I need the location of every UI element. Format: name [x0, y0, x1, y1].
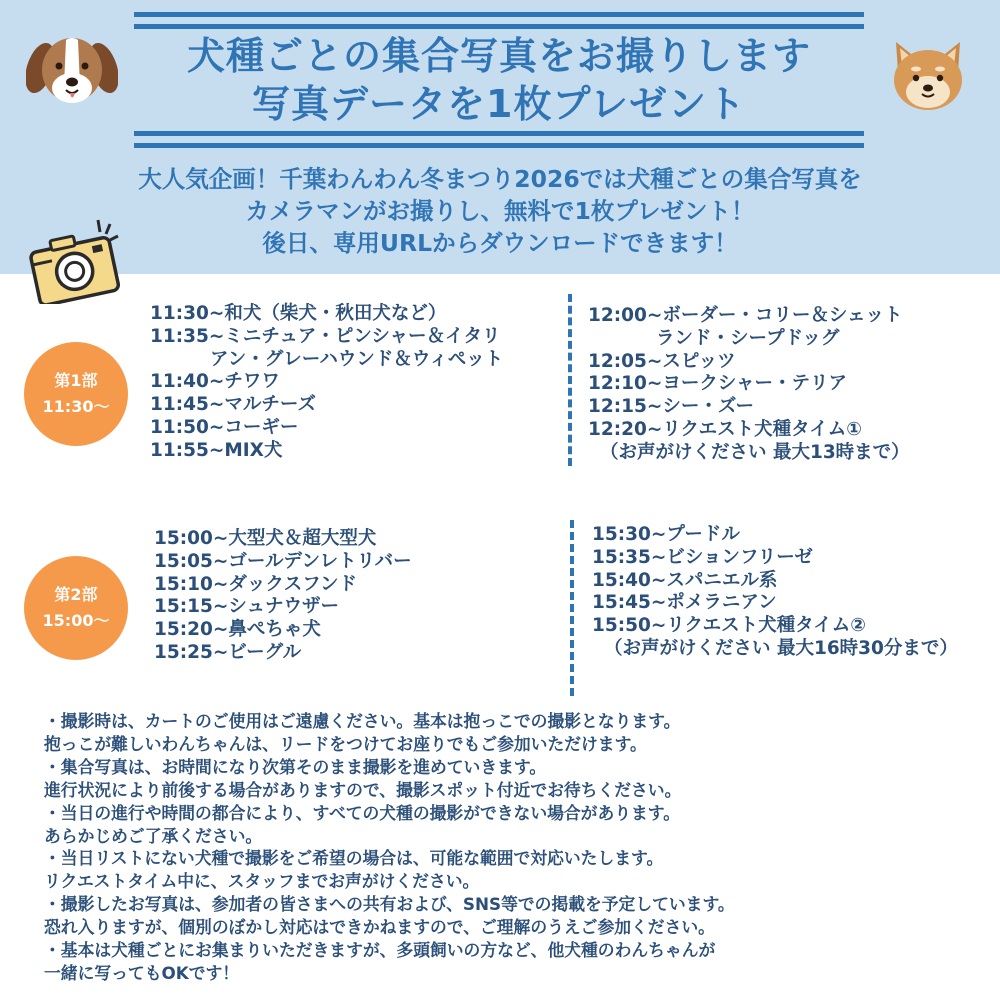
title-rule-top-2	[134, 24, 864, 29]
part1-column-divider	[568, 294, 572, 466]
schedule-row: 11:45~マルチーズ	[150, 394, 316, 416]
schedule-row: 15:20~鼻ぺちゃ犬	[154, 619, 321, 641]
intro-line-3: 後日、専用URLからダウンロードできます！	[262, 229, 738, 257]
schedule-row: 12:15~シー・ズー	[588, 396, 754, 418]
shiba-dog-icon	[886, 36, 970, 114]
schedule-row: 15:50~リクエスト犬種タイム②	[592, 615, 866, 637]
schedule-row: 11:50~コーギー	[150, 416, 299, 438]
schedule-row: 15:25~ビーグル	[154, 641, 302, 663]
note-line: 抱っこが難しいわんちゃんは、リードをつけてお座りでもご参加いただけます。	[44, 733, 647, 754]
part2-column-divider	[570, 520, 574, 696]
part1-badge-time: 11:30〜	[42, 397, 110, 416]
note-line: ・撮影時は、カートのご使用はご遠慮ください。基本は抱っこでの撮影となります。	[44, 711, 681, 731]
notes-section	[44, 710, 984, 985]
schedule-row: 11:40~チワワ	[150, 371, 280, 393]
note-line: ・当日リストにない犬種で撮影をご希望の場合は、可能な範囲で対応いたします。	[44, 848, 664, 869]
title-rule-top-1	[134, 12, 864, 17]
schedule-row: 11:35~ミニチュア・ピンシャー＆イタリ	[150, 325, 501, 347]
part2-right-schedule	[592, 524, 958, 661]
schedule-row: 15:30~プードル	[592, 524, 740, 545]
schedule-row: 15:05~ゴールデンレトリバー	[154, 550, 412, 572]
schedule-row: 12:20~リクエスト犬種タイム①	[588, 418, 862, 440]
schedule-row: 15:45~ポメラニアン	[592, 592, 777, 614]
schedule-row: 15:15~シュナウザー	[154, 596, 340, 618]
schedule-row: ランド・シープドッグ	[656, 327, 840, 349]
schedule-row: 15:10~ダックスフンド	[154, 573, 357, 595]
page-title-line-2: 写真データを1枚プレゼント	[252, 82, 746, 126]
part2-badge-name: 第2部	[54, 585, 98, 604]
part1-left-schedule	[150, 303, 503, 463]
schedule-row: 15:00~大型犬＆超大型犬	[154, 528, 377, 549]
part1-badge-name: 第1部	[54, 371, 98, 390]
part1-badge	[24, 342, 128, 446]
schedule-row: 15:35~ビションフリーゼ	[592, 546, 813, 568]
part2-badge-time: 15:00〜	[42, 611, 110, 630]
note-line: リクエストタイム中に、スタッフまでお声がけください。	[44, 871, 480, 892]
intro-line-2: カメラマンがお撮りし、無料で1枚プレゼント！	[245, 197, 755, 225]
schedule-row: 12:00~ボーダー・コリー＆シェット	[588, 305, 903, 326]
part1-right-schedule	[588, 305, 910, 465]
schedule-row: 15:40~スパニエル系	[592, 569, 778, 591]
note-line: ・当日の進行や時間の都合により、すべての犬種の撮影ができない場合があります。	[44, 802, 681, 823]
schedule-row: 11:30~和犬（柴犬・秋田犬など）	[150, 303, 447, 324]
schedule-row: アン・グレーハウンド＆ウィペット	[210, 348, 504, 370]
camera-icon	[26, 212, 126, 304]
note-line: あらかじめご了承ください。	[44, 825, 263, 846]
schedule-row: （お声がけください 最大16時30分まで）	[604, 637, 958, 659]
title-rule-bottom-1	[134, 131, 864, 136]
page-title-line-1: 犬種ごとの集合写真をお撮りします	[186, 34, 811, 78]
note-line: ・集合写真は、お時間になり次第そのまま撮影を進めていきます。	[44, 756, 547, 777]
schedule-row: 12:10~ヨークシャー・テリア	[588, 373, 848, 395]
schedule-row: （お声がけください 最大13時まで）	[600, 441, 910, 463]
note-line: 恐れ入りますが、個別のぼかし対応はできかねますので、ご理解のうえご参加ください。	[44, 917, 715, 938]
title-rule-bottom-2	[134, 143, 864, 148]
schedule-row: 11:55~MIX犬	[150, 439, 283, 461]
part2-left-schedule	[154, 528, 412, 665]
beagle-dog-icon	[26, 30, 118, 110]
note-line: ・基本は犬種ごとにお集まりいただきますが、多頭飼いの方など、他犬種のわんちゃんが	[44, 940, 716, 961]
schedule-row: 12:05~スピッツ	[588, 350, 736, 372]
note-line: ・撮影したお写真は、参加者の皆さまへの共有および、SNS等での掲載を予定しています。	[44, 894, 735, 915]
note-line: 一緒に写ってもOKです！	[44, 962, 240, 983]
note-line: 進行状況により前後する場合がありますので、撮影スポット付近でお待ちください。	[44, 779, 682, 800]
intro-line-1: 大人気企画！千葉わんわん冬まつり2026では犬種ごとの集合写真を	[138, 165, 862, 193]
part2-badge	[24, 556, 128, 660]
